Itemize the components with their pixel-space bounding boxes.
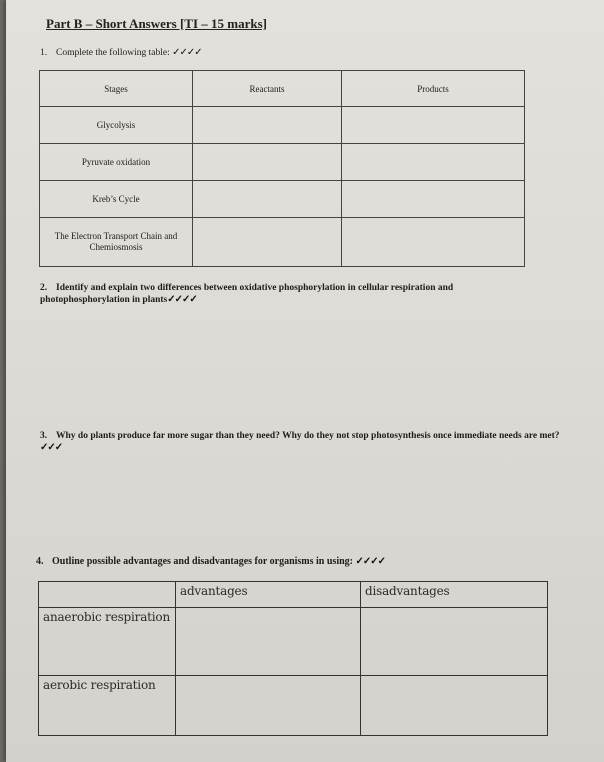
products-cell[interactable] [342, 181, 525, 218]
question-2-number: 2. [40, 283, 48, 293]
row-aerobic-respiration: aerobic respiration [39, 676, 176, 736]
stages-table-header-row [40, 71, 525, 107]
advantages-cell[interactable] [176, 676, 361, 736]
stage-pyruvate-oxidation: Pyruvate oxidation [40, 144, 193, 181]
products-cell[interactable] [342, 107, 525, 144]
table-row [40, 218, 525, 267]
question-3-number: 3. [40, 431, 48, 441]
header-advantages: advantages [176, 582, 361, 608]
question-3-text: Why do plants produce far more sugar than they need? Why do they not stop photosynthesis once immediate needs are met? [56, 431, 560, 441]
disadvantages-cell[interactable] [361, 608, 548, 676]
stages-table [39, 70, 525, 267]
table-row [39, 608, 548, 676]
question-4 [36, 556, 385, 568]
header-stages: Stages [40, 71, 193, 107]
stage-electron-transport-chain: The Electron Transport Chain and Chemiosmosis [40, 218, 193, 267]
table-row [39, 676, 548, 736]
advantages-cell[interactable] [176, 608, 361, 676]
question-1-text: Complete the following table: [56, 48, 170, 58]
question-2-marks: ✓✓✓✓ [167, 294, 197, 305]
question-3 [40, 430, 570, 454]
reactants-cell[interactable] [193, 107, 342, 144]
header-products: Products [342, 71, 525, 107]
question-1 [40, 47, 202, 59]
section-title: Part B – Short Answers [TI – 15 marks] [46, 16, 267, 31]
row-anaerobic-respiration: anaerobic respiration [39, 608, 176, 676]
stage-glycolysis: Glycolysis [40, 107, 193, 144]
question-1-marks: ✓✓✓✓ [172, 47, 202, 58]
products-cell[interactable] [342, 144, 525, 181]
stage-krebs-cycle: Kreb’s Cycle [40, 181, 193, 218]
disadvantages-cell[interactable] [361, 676, 548, 736]
question-4-marks: ✓✓✓✓ [355, 556, 386, 567]
header-reactants: Reactants [193, 71, 342, 107]
question-3-marks: ✓✓✓ [40, 442, 63, 453]
respiration-table [38, 581, 548, 736]
question-2 [40, 282, 510, 306]
reactants-cell[interactable] [193, 218, 342, 267]
worksheet-page [6, 0, 604, 762]
table-row [40, 107, 525, 144]
reactants-cell[interactable] [193, 181, 342, 218]
respiration-table-header-row [39, 582, 548, 608]
header-blank-cell [39, 582, 176, 608]
table-row [40, 181, 525, 218]
question-4-number: 4. [36, 556, 44, 567]
question-4-text: Outline possible advantages and disadvantages for organisms in using: [52, 556, 353, 567]
header-disadvantages: disadvantages [361, 582, 548, 608]
question-1-number: 1. [40, 48, 48, 58]
table-row [40, 144, 525, 181]
products-cell[interactable] [342, 218, 525, 267]
question-2-text: Identify and explain two differences between oxidative phosphorylation in cellular respiration and photophosphorylation in plants [40, 283, 454, 305]
reactants-cell[interactable] [193, 144, 342, 181]
